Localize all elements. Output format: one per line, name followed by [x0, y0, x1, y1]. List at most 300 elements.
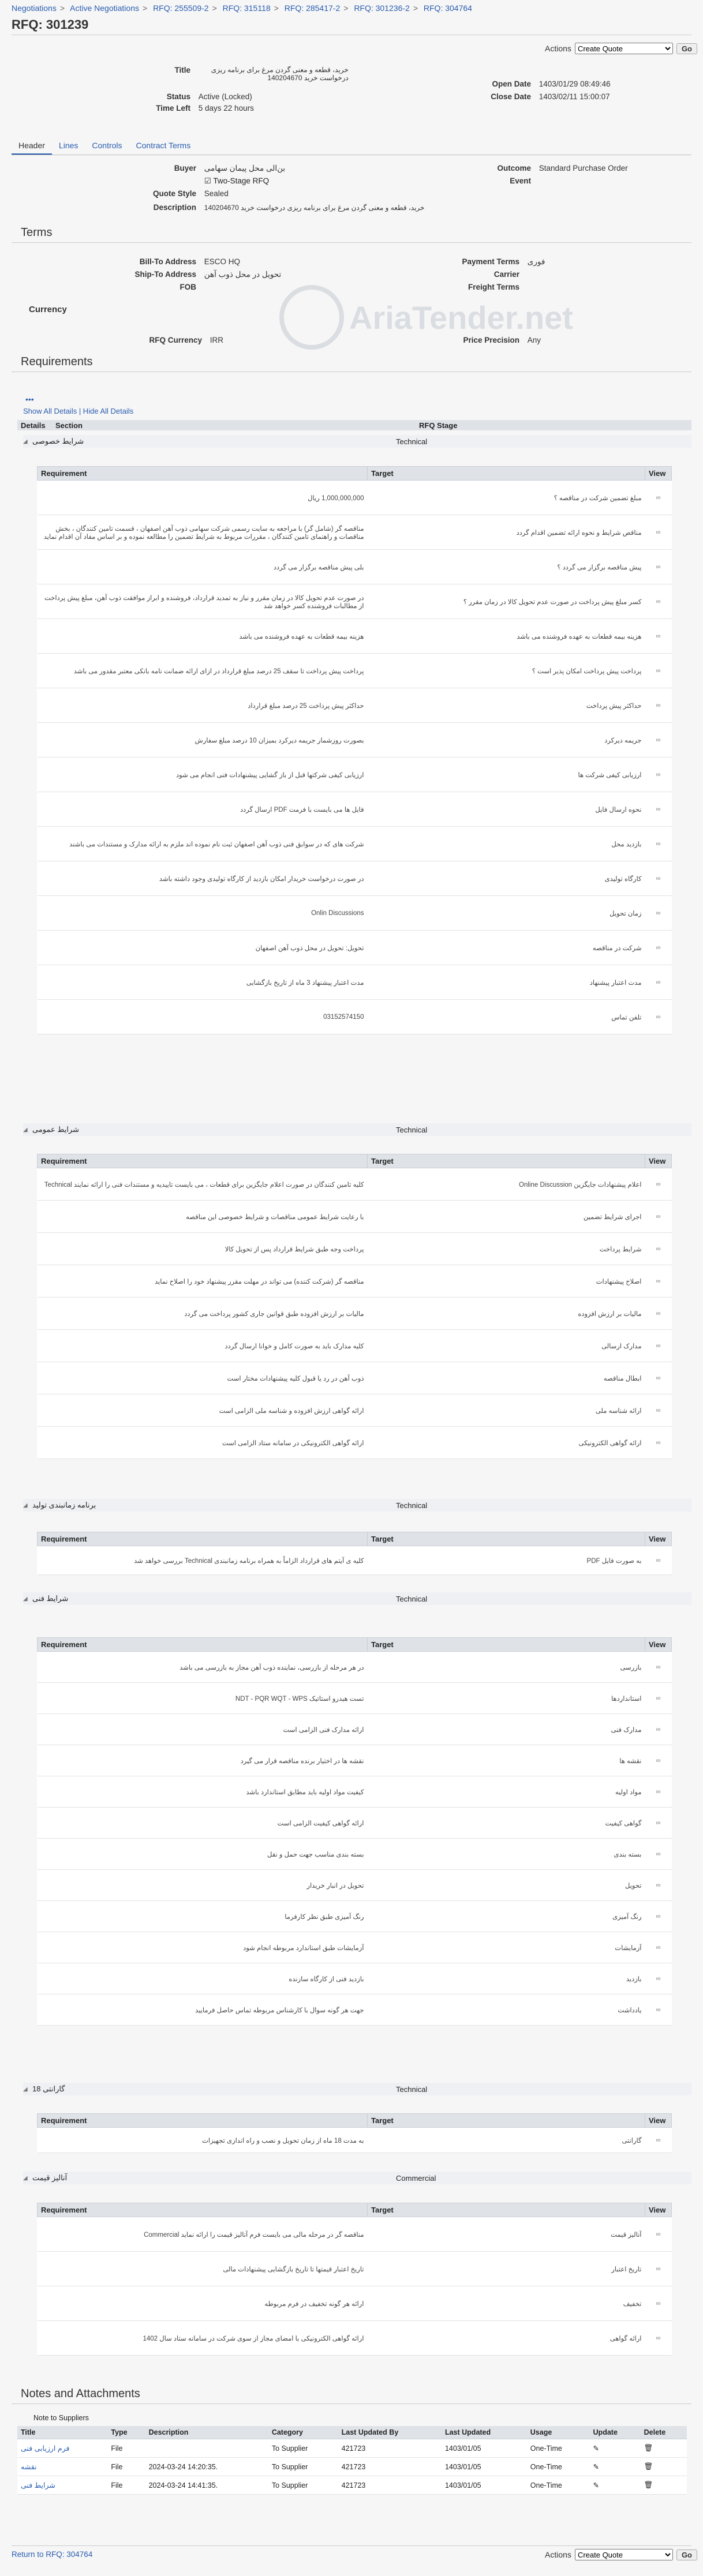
target-text: کسر مبلغ پیش پرداخت در صورت عدم تحویل کالا در زمان مقرر ؟	[368, 584, 645, 619]
show-hide-details[interactable]: Show All Details | Hide All Details	[23, 407, 134, 415]
requirement-row	[38, 688, 672, 723]
requirement-text: تاریخ اعتبار قیمتها تا تاریخ بازگشایی پیشنهادات مالی	[38, 2252, 368, 2286]
view-icon[interactable]: ∞	[645, 1201, 672, 1233]
requirement-row	[38, 1932, 672, 1963]
delete-icon[interactable]: 🗑	[641, 2439, 687, 2458]
outcome-value: Standard Purchase Order	[539, 164, 628, 173]
target-text: آنالیز قیمت	[368, 2217, 645, 2252]
breadcrumb-item[interactable]: RFQ: 315118	[222, 3, 271, 13]
requirement-row	[38, 965, 672, 1000]
ship-to-field	[75, 270, 281, 279]
target-text: هزینه بیمه قطعات به عهده فروشنده می باشد	[368, 619, 645, 654]
target-text: کارگاه تولیدی	[368, 861, 645, 896]
attachment-title[interactable]: فرم ارزیابی فنی	[17, 2439, 107, 2458]
view-icon[interactable]: ∞	[645, 1298, 672, 1330]
target-text: شرکت در مناقصه	[368, 931, 645, 965]
view-icon[interactable]: ∞	[645, 654, 672, 688]
col-view: View	[645, 467, 672, 481]
col-view: View	[645, 1532, 672, 1546]
requirement-row	[38, 1233, 672, 1265]
breadcrumb-item[interactable]: RFQ: 304764	[423, 3, 472, 13]
target-text: رنگ آمیزی	[368, 1901, 645, 1932]
requirement-row	[38, 1201, 672, 1233]
target-text: تاریخ اعتبار	[368, 2252, 645, 2286]
go-button[interactable]: Go	[676, 2549, 697, 2560]
notes-col-header[interactable]: Title	[17, 2426, 107, 2439]
attachment-row	[17, 2439, 687, 2458]
view-icon[interactable]: ∞	[645, 1963, 672, 1994]
target-text: آزمایشات	[368, 1932, 645, 1963]
price-precision-value: Any	[527, 336, 541, 344]
attachment-updated: 1403/01/05	[442, 2458, 527, 2476]
target-text: نقشه ها	[368, 1745, 645, 1776]
requirement-row	[38, 481, 672, 515]
view-icon[interactable]: ∞	[645, 758, 672, 792]
target-text: استانداردها	[368, 1683, 645, 1714]
page-title: RFQ: 301239	[12, 17, 89, 32]
section-row[interactable]	[23, 435, 691, 448]
section-row[interactable]	[23, 1123, 691, 1136]
view-icon[interactable]: ∞	[645, 931, 672, 965]
target-text: تلفن تماس	[368, 1000, 645, 1034]
bill-to-label: Bill-To Address	[139, 257, 196, 266]
payment-terms-label: Payment Terms	[462, 257, 519, 266]
target-text: اجرای شرایط تضمین	[368, 1201, 645, 1233]
target-text: پیش مناقصه برگزار می گردد ؟	[368, 550, 645, 584]
requirements-heading: Requirements	[21, 355, 93, 368]
attachment-category: To Supplier	[268, 2476, 338, 2495]
view-icon[interactable]: ∞	[645, 1394, 672, 1427]
requirement-row	[38, 1330, 672, 1362]
notes-col-header[interactable]: Type	[107, 2426, 145, 2439]
notes-col-header[interactable]: Update	[590, 2426, 641, 2439]
requirements-table	[37, 2203, 672, 2356]
attachment-title[interactable]: شرایط فنی	[17, 2476, 107, 2495]
breadcrumb-item[interactable]: RFQ: 301236-2	[354, 3, 410, 13]
view-icon[interactable]: ∞	[645, 619, 672, 654]
col-view: View	[645, 1638, 672, 1652]
time-left-label: Time Left	[156, 104, 190, 113]
target-text: مواد اولیه	[368, 1776, 645, 1808]
requirement-text: ارائه گواهی ارزش افزوده و شناسه ملی الزامی است	[38, 1394, 368, 1427]
title-field	[115, 66, 358, 82]
carrier-field	[416, 270, 519, 279]
collapse-icon[interactable]: ◢	[23, 1502, 28, 1509]
section-name: برنامه زمانبندی تولید	[32, 1501, 96, 1509]
note-to-suppliers: Note to Suppliers	[33, 2414, 89, 2422]
requirement-text: رنگ آمیزی طبق نظر کارفرما	[38, 1901, 368, 1932]
view-icon[interactable]: ∞	[645, 792, 672, 827]
description-value: خرید، قطعه و معنی گردن مرغ برای برنامه ریزی درخواست خرید 140204670	[204, 204, 425, 212]
requirement-text: پرداخت وجه طبق شرایط قرارداد پس از تحویل کالا	[38, 1233, 368, 1265]
requirement-text: ارائه گواهی الکترونیکی در سامانه ستاد الزامی است	[38, 1427, 368, 1459]
event-label: Event	[510, 177, 531, 185]
actions-select[interactable]	[575, 43, 673, 54]
view-icon[interactable]: ∞	[645, 896, 672, 931]
requirement-text: هزینه بیمه قطعات به عهده فروشنده می باشد	[38, 619, 368, 654]
attachment-description	[145, 2439, 268, 2458]
requirement-row	[38, 550, 672, 584]
target-text: ابطال مناقصه	[368, 1362, 645, 1394]
section-stage: Technical	[396, 437, 428, 446]
requirement-row	[38, 654, 672, 688]
col-target: Target	[368, 1154, 645, 1168]
requirement-row	[38, 1839, 672, 1870]
view-icon[interactable]: ∞	[645, 1839, 672, 1870]
col-requirement: Requirement	[38, 1154, 368, 1168]
view-icon[interactable]: ∞	[645, 827, 672, 861]
attachment-category: To Supplier	[268, 2439, 338, 2458]
requirement-text: مدت اعتبار پیشنهاد 3 ماه از تاریخ بازگشایی	[38, 965, 368, 1000]
view-icon[interactable]: ∞	[645, 1233, 672, 1265]
target-text: یادداشت	[368, 1994, 645, 2026]
requirements-table	[37, 466, 672, 1034]
requirement-text: در صورت درخواست خریدار امکان بازدید از کارگاه تولیدی وجود داشته باشد	[38, 861, 368, 896]
event-field	[450, 177, 531, 185]
requirement-row	[38, 792, 672, 827]
attachment-updated: 1403/01/05	[442, 2476, 527, 2495]
view-icon[interactable]: ∞	[645, 688, 672, 723]
requirement-text: ارائه گواهی کیفیت الزامی است	[38, 1808, 368, 1839]
target-text: اصلاح پیشنهادات	[368, 1265, 645, 1298]
col-target: Target	[368, 1532, 645, 1546]
requirement-row	[38, 2321, 672, 2356]
view-icon[interactable]: ∞	[645, 1745, 672, 1776]
target-text: ارائه گواهی	[368, 2321, 645, 2356]
target-text: تحویل	[368, 1870, 645, 1901]
attachment-description: 2024-03-24 14:20:35.	[145, 2458, 268, 2476]
requirement-row	[38, 1394, 672, 1427]
terms-heading: Terms	[21, 226, 53, 239]
price-precision-field	[416, 336, 541, 344]
section-row[interactable]	[23, 2172, 691, 2184]
status-field	[115, 92, 252, 101]
attachment-updated-by: 421723	[338, 2439, 442, 2458]
stage-col: RFQ Stage	[419, 421, 458, 430]
breadcrumb-item[interactable]: Negotiations	[12, 3, 57, 13]
target-text: بازرسی	[368, 1652, 645, 1683]
requirement-row	[38, 1652, 672, 1683]
requirement-row	[38, 584, 672, 619]
requirement-row	[38, 1745, 672, 1776]
target-text: گارانتی	[368, 2128, 645, 2153]
attachment-updated-by: 421723	[338, 2476, 442, 2495]
bill-to-field	[75, 257, 240, 266]
requirement-row	[38, 896, 672, 931]
requirement-text: مناقصه گر (شامل گر) با مراجعه به سایت رسمی شرکت سهامی ذوب آهن اصفهان ، قسمت تامین کنندگان ، بخش مناقصات و راهنمای تامین کنندگان ، مقررات مربوط به شرایط تضمین را مطالعه نموده و بر اساس مفاد آن اقدام نماید	[38, 515, 368, 550]
requirement-row	[38, 1994, 672, 2026]
requirement-text: کلیه ی آیتم های قرارداد الزاماً به همراه برنامه زمانبندی Technical بررسی خواهد شد	[38, 1546, 368, 1575]
target-text: پرداخت پیش پرداخت امکان پذیر است ؟	[368, 654, 645, 688]
requirements-table	[37, 1637, 672, 2026]
update-icon[interactable]: ✎	[590, 2439, 641, 2458]
view-icon[interactable]: ∞	[645, 1870, 672, 1901]
tab-header[interactable]: Header	[12, 140, 52, 155]
divider	[12, 2403, 691, 2404]
requirement-text: 1,000,000,000 ریال	[38, 481, 368, 515]
breadcrumb-item[interactable]: RFQ: 255509-2	[153, 3, 209, 13]
requirement-text: 03152574150	[38, 1000, 368, 1034]
section-name: شرایط فنی	[32, 1594, 69, 1603]
open-date-value: 1403/01/29 08:49:46	[539, 80, 611, 88]
attachments-table	[17, 2426, 687, 2495]
requirement-text: بازدید فنی از کارگاه سازنده	[38, 1963, 368, 1994]
requirement-row	[38, 1000, 672, 1034]
actions-select[interactable]	[575, 2549, 673, 2560]
target-text: نحوه ارسال فایل	[368, 792, 645, 827]
two-stage-label: Two-Stage RFQ	[213, 177, 270, 185]
target-text: مدارک ارسالی	[368, 1330, 645, 1362]
actions-bar-bottom	[545, 2549, 697, 2560]
requirement-row	[38, 2128, 672, 2153]
requirement-row	[38, 1963, 672, 1994]
tab-bar	[12, 140, 197, 155]
view-icon[interactable]: ∞	[645, 515, 672, 550]
carrier-label: Carrier	[493, 270, 519, 279]
delete-icon[interactable]: 🗑	[641, 2458, 687, 2476]
actions-bar	[545, 43, 697, 54]
section-col: Section	[55, 421, 83, 430]
requirement-text: ارائه هر گونه تخفیف در فرم مربوطه	[38, 2286, 368, 2321]
two-stage-field	[75, 177, 269, 186]
view-icon[interactable]: ∞	[645, 1427, 672, 1459]
attachment-type: File	[107, 2439, 145, 2458]
requirement-text: مناقصه گر (شرکت کننده) می تواند در مهلت مقرر پیشنهاد خود را اصلاح نماید	[38, 1265, 368, 1298]
go-button[interactable]: Go	[676, 43, 697, 54]
tab-controls[interactable]: Controls	[92, 141, 122, 150]
section-row[interactable]	[23, 2083, 691, 2095]
collapse-icon[interactable]: ◢	[23, 2086, 28, 2093]
view-icon[interactable]: ∞	[645, 1265, 672, 1298]
requirement-row	[38, 1168, 672, 1201]
section-row[interactable]	[23, 1499, 691, 1512]
rfq-currency-field	[75, 336, 223, 344]
view-icon[interactable]: ∞	[645, 550, 672, 584]
attachment-updated-by: 421723	[338, 2458, 442, 2476]
attachment-updated: 1403/01/05	[442, 2439, 527, 2458]
requirement-row	[38, 1298, 672, 1330]
attachment-usage: One-Time	[527, 2476, 590, 2495]
col-view: View	[645, 1154, 672, 1168]
requirement-row	[38, 1714, 672, 1745]
col-view: View	[645, 2114, 672, 2128]
delete-icon[interactable]: 🗑	[641, 2476, 687, 2495]
two-stage-checkbox[interactable]: ☑	[204, 177, 211, 185]
view-icon[interactable]: ∞	[645, 1000, 672, 1034]
section-row[interactable]	[23, 1592, 691, 1605]
view-icon[interactable]: ∞	[645, 2128, 672, 2153]
section-name: شرایط عمومی	[32, 1125, 80, 1134]
rfq-currency-label: RFQ Currency	[149, 336, 202, 344]
requirements-table	[37, 1154, 672, 1459]
col-requirement: Requirement	[38, 2114, 368, 2128]
target-text: جریمه دیرکرد	[368, 723, 645, 758]
requirement-row	[38, 1870, 672, 1901]
notes-col-header[interactable]: Category	[268, 2426, 338, 2439]
bill-to-link[interactable]: ESCO HQ	[204, 257, 241, 266]
view-icon[interactable]: ∞	[645, 1168, 672, 1201]
target-text: به صورت فایل PDF	[368, 1546, 645, 1575]
ship-to-link[interactable]: تحویل در محل ذوب آهن	[204, 270, 282, 279]
col-requirement: Requirement	[38, 2203, 368, 2217]
view-icon[interactable]: ∞	[645, 481, 672, 515]
fob-label: FOB	[180, 283, 196, 291]
tab-contract-terms[interactable]: Contract Terms	[136, 141, 191, 150]
view-icon[interactable]: ∞	[645, 1652, 672, 1683]
attachment-row	[17, 2458, 687, 2476]
section-stage: Technical	[396, 1501, 428, 1510]
view-icon[interactable]: ∞	[645, 1362, 672, 1394]
requirement-text: تحویل: تحویل در محل ذوب آهن اصفهان	[38, 931, 368, 965]
notes-col-header[interactable]: Delete	[641, 2426, 687, 2439]
status-value: Active (Locked)	[198, 92, 252, 101]
requirement-row	[38, 1546, 672, 1575]
target-text: مدارک فنی	[368, 1714, 645, 1745]
notes-col-header[interactable]: Usage	[527, 2426, 590, 2439]
section-stage: Technical	[396, 2084, 428, 2094]
col-target: Target	[368, 1638, 645, 1652]
outcome-field	[450, 164, 628, 173]
notes-col-header[interactable]: Last Updated	[442, 2426, 527, 2439]
requirements-table	[37, 2113, 672, 2153]
view-icon[interactable]: ∞	[645, 1714, 672, 1745]
requirement-text: تست هیدرو استاتیک NDT - PQR WQT - WPS	[38, 1683, 368, 1714]
update-icon[interactable]: ✎	[590, 2476, 641, 2495]
attachment-usage: One-Time	[527, 2439, 590, 2458]
view-icon[interactable]: ∞	[645, 2286, 672, 2321]
details-col: Details	[21, 421, 46, 430]
requirement-row	[38, 2252, 672, 2286]
actions-label: Actions	[545, 2550, 571, 2559]
requirement-text: ارزیابی کیفی شرکتها قبل از باز گشایی پیشنهادات فنی انجام می شود	[38, 758, 368, 792]
requirement-row	[38, 1901, 672, 1932]
view-icon[interactable]: ∞	[645, 965, 672, 1000]
view-icon[interactable]: ∞	[645, 1932, 672, 1963]
collapse-icon[interactable]: ◢	[23, 1595, 28, 1602]
requirement-text: کلیه تامین کنندگان در صورت اعلام جایگزین برای قطعات ، می بایست تاییدیه و مستندات فنی را ارائه نمایند Technical	[38, 1168, 368, 1201]
freight-terms-label: Freight Terms	[468, 283, 519, 291]
view-icon[interactable]: ∞	[645, 1330, 672, 1362]
expand-icon[interactable]: •••	[25, 395, 34, 404]
currency-heading: Currency	[29, 305, 67, 314]
section-name: شرایط خصوصی	[32, 437, 84, 445]
collapse-icon[interactable]: ◢	[23, 1126, 28, 1133]
requirement-text: آزمایشات طبق استاندارد مربوطه انجام شود	[38, 1932, 368, 1963]
view-icon[interactable]: ∞	[645, 2217, 672, 2252]
update-icon[interactable]: ✎	[590, 2458, 641, 2476]
open-date-label: Open Date	[492, 80, 531, 88]
requirement-text: ارائه مدارک فنی الزامی است	[38, 1714, 368, 1745]
requirement-text: با رعایت شرایط عمومی مناقصات و شرایط خصوصی این مناقصه	[38, 1201, 368, 1233]
close-date-field	[450, 92, 610, 101]
target-text: زمان تحویل	[368, 896, 645, 931]
time-left-field	[115, 104, 254, 113]
notes-col-header[interactable]: Last Updated By	[338, 2426, 442, 2439]
description-field	[75, 203, 424, 212]
requirement-text: در صورت عدم تحویل کالا در زمان مقرر و نیاز به تمدید قرارداد، فروشنده و ابراز موافقت ذوب آهن، مبلغ پیش پرداخت از مطالبات فروشنده کسر خواهد شد	[38, 584, 368, 619]
col-view: View	[645, 2203, 672, 2217]
requirement-text: بلی پیش مناقصه برگزار می گردد	[38, 550, 368, 584]
collapse-icon[interactable]: ◢	[23, 2174, 28, 2181]
attachment-type: File	[107, 2476, 145, 2495]
view-icon[interactable]: ∞	[645, 723, 672, 758]
open-date-field	[450, 80, 611, 88]
attachment-title[interactable]: نقشه	[17, 2458, 107, 2476]
requirement-row	[38, 1808, 672, 1839]
fob-field	[75, 283, 196, 291]
requirement-text: تحویل در انبار خریدار	[38, 1870, 368, 1901]
requirements-header-row	[17, 420, 691, 430]
notes-col-header[interactable]: Description	[145, 2426, 268, 2439]
section-stage: Commercial	[396, 2173, 436, 2183]
attachment-row	[17, 2476, 687, 2495]
requirement-text: بسته بندی مناسب جهت حمل و نقل	[38, 1839, 368, 1870]
requirement-text: ارائه گواهی الکترونیکی با امضای مجاز از سوی شرکت در سامانه ستاد سال 1402	[38, 2321, 368, 2356]
view-icon[interactable]: ∞	[645, 1546, 672, 1575]
target-text: مبلغ تضمین شرکت در مناقصه ؟	[368, 481, 645, 515]
view-icon[interactable]: ∞	[645, 1683, 672, 1714]
buyer-value: بن‌الی محل پیمان سهامی	[204, 164, 286, 173]
actions-label: Actions	[545, 44, 571, 53]
requirement-text: مناقصه گر در مرحله مالی می بایست فرم آنالیز قیمت را ارائه نماید Commercial	[38, 2217, 368, 2252]
view-icon[interactable]: ∞	[645, 2252, 672, 2286]
col-target: Target	[368, 467, 645, 481]
view-icon[interactable]: ∞	[645, 1994, 672, 2026]
collapse-icon[interactable]: ◢	[23, 438, 28, 445]
view-icon[interactable]: ∞	[645, 1808, 672, 1839]
description-label: Description	[153, 203, 196, 212]
target-text: بازدید	[368, 1963, 645, 1994]
view-icon[interactable]: ∞	[645, 1776, 672, 1808]
view-icon[interactable]: ∞	[645, 1901, 672, 1932]
requirement-row	[38, 1427, 672, 1459]
col-requirement: Requirement	[38, 1638, 368, 1652]
price-precision-label: Price Precision	[463, 336, 519, 344]
breadcrumb: Negotiations > Active Negotiations > RFQ: 255509-2 > RFQ: 315118 > RFQ: 285417-2 > RFQ: 301236-2 > RFQ: 304764	[12, 3, 472, 13]
requirement-text: نقشه ها در اختیار برنده مناقصه قرار می گیرد	[38, 1745, 368, 1776]
target-text: بسته بندی	[368, 1839, 645, 1870]
target-text: گواهی کیفیت	[368, 1808, 645, 1839]
target-text: ارزیابی کیفی شرکت ها	[368, 758, 645, 792]
requirement-row	[38, 723, 672, 758]
outcome-label: Outcome	[497, 164, 531, 173]
section-stage: Technical	[396, 1594, 428, 1603]
view-icon[interactable]: ∞	[645, 2321, 672, 2356]
view-icon[interactable]: ∞	[645, 861, 672, 896]
breadcrumb-item[interactable]: Active Negotiations	[70, 3, 139, 13]
return-link[interactable]: Return to RFQ: 304764	[12, 2550, 93, 2559]
divider	[12, 2545, 691, 2546]
requirement-row	[38, 2217, 672, 2252]
buyer-field	[75, 164, 285, 173]
breadcrumb-item[interactable]: RFQ: 285417-2	[284, 3, 341, 13]
title-label: Title	[174, 66, 190, 74]
requirement-row	[38, 827, 672, 861]
view-icon[interactable]: ∞	[645, 584, 672, 619]
requirement-text: جهت هر گونه سوال با کارشناس مربوطه تماس حاصل فرمایید	[38, 1994, 368, 2026]
ship-to-label: Ship-To Address	[134, 270, 196, 279]
requirement-row	[38, 931, 672, 965]
requirement-text: در هر مرحله از بازرسی، نماینده ذوب آهن مجاز به بازرسی می باشد	[38, 1652, 368, 1683]
quote-style-field	[75, 189, 229, 198]
close-date-label: Close Date	[491, 92, 531, 101]
payment-terms-field	[416, 257, 545, 267]
target-text: مدت اعتبار پیشنهاد	[368, 965, 645, 1000]
target-text: مناقص شرایط و نحوه ارائه تضمین اقدام گردد	[368, 515, 645, 550]
requirement-text: پرداخت پیش پرداخت تا سقف 25 درصد مبلغ قرارداد در ازای ارائه ضمانت نامه بانکی معتبر مقدور می باشد	[38, 654, 368, 688]
title-value: خرید، قطعه و معنی گردن مرغ برای برنامه ریزی درخواست خرید 140204670	[211, 66, 349, 82]
tab-lines[interactable]: Lines	[58, 141, 78, 150]
